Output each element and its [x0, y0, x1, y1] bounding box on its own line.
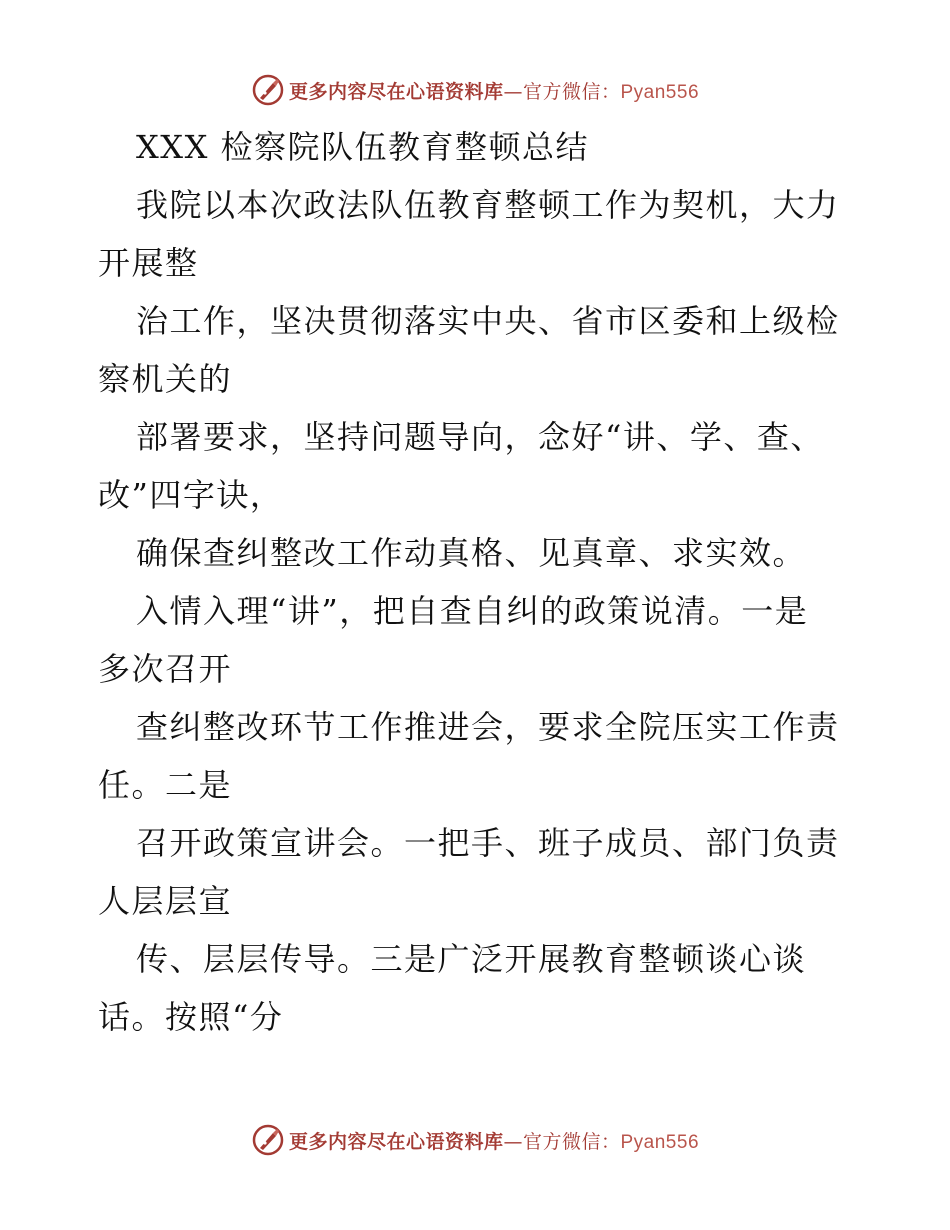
paragraph-line: 察机关的 [98, 360, 233, 398]
pen-logo-icon [251, 1123, 285, 1157]
watermark-text [289, 1127, 699, 1154]
watermark-site: 更多内容尽在心语资料库 [288, 80, 504, 103]
document-body [98, 118, 858, 1046]
paragraph-line: 多次召开 [98, 650, 233, 688]
watermark-dash: — [503, 80, 523, 103]
footer-watermark [0, 1120, 950, 1160]
watermark-dash: — [503, 1130, 523, 1153]
watermark-label: 官方微信： [522, 1130, 621, 1153]
paragraph-line: 召开政策宣讲会。一把手、班子成员、部门负责 [136, 824, 840, 862]
paragraph-line: 话。按照“分 [98, 998, 284, 1036]
paragraph-line: 人层层宣 [98, 882, 233, 920]
paragraph-line: 确保查纠整改工作动真格、见真章、求实效。 [136, 534, 807, 572]
paragraph-line: 入情入理“讲”，把自查自纠的政策说清。一是 [136, 592, 809, 630]
paragraph-line: 查纠整改环节工作推进会，要求全院压实工作责 [136, 708, 840, 746]
watermark-id: Pyan556 [620, 81, 700, 103]
paragraph-line: 改”四字诀， [98, 476, 284, 514]
header-watermark [0, 70, 950, 110]
pen-logo-icon [251, 73, 285, 107]
watermark-text [289, 77, 699, 104]
paragraph-line: 传、层层传导。三是广泛开展教育整顿谈心谈 [136, 940, 807, 978]
watermark-label: 官方微信： [522, 80, 621, 103]
watermark-id: Pyan556 [620, 1131, 700, 1153]
paragraph-line: 治工作，坚决贯彻落实中央、省市区委和上级检 [136, 302, 840, 340]
paragraph-line: 开展整 [98, 244, 199, 282]
watermark-site: 更多内容尽在心语资料库 [288, 1130, 504, 1153]
paragraph-line: 我院以本次政法队伍教育整顿工作为契机，大力 [136, 186, 840, 224]
paragraph-line: 部署要求，坚持问题导向，念好“讲、学、查、 [136, 418, 824, 456]
document-title: XXX 检察院队伍教育整顿总结 [136, 128, 590, 166]
paragraph-line: 任。二是 [98, 766, 233, 804]
